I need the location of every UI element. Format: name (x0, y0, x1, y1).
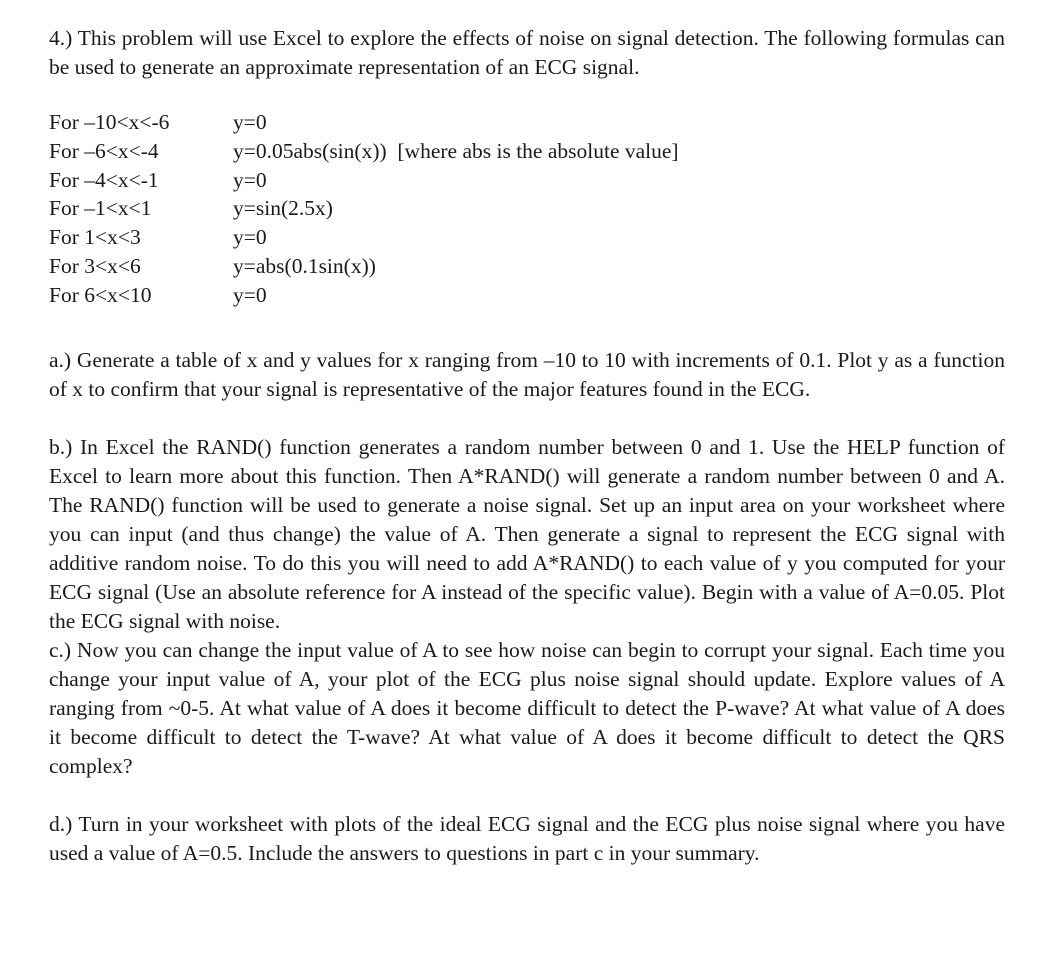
formula-table (49, 108, 679, 310)
part-c-text: c.) Now you can change the input value of A to see how noise can begin to corrupt your signal. Each time you change your input value of A, your plot of the ECG plus noise signal should update. Explore values of A ranging from ~0-5. At what value of A does it become difficult to detect the P-wave? At what value of A does it become difficult to detect the T-wave? At what value of A does it become difficult to detect the QRS complex? (49, 637, 1005, 778)
part-b-text: b.) In Excel the RAND() function generates a random number between 0 and 1. Use the HELP function of Excel to learn more about this function. Then A*RAND() will generate a random number between 0 and A. The RAND() function will be used to generate a noise signal. Set up an input area on your worksheet where you can input (and thus change) the value of A. Then generate a signal to represent the ECG signal with additive random noise. To do this you will need to add A*RAND() to each value of y you computed for your ECG signal (Use an absolute reference for A instead of the specific value). Begin with a value of A=0.05. Plot the ECG signal with noise. (49, 434, 1005, 633)
formula-range: For 1<x<3 (49, 225, 141, 250)
formula-row (49, 108, 679, 137)
formula-range: For 3<x<6 (49, 253, 141, 278)
part-d-text: d.) Turn in your worksheet with plots of the ideal ECG signal and the ECG plus noise signal where you have used a value of A=0.5. Include the answers to questions in part c in your summary. (49, 811, 1005, 865)
formula-row (49, 166, 679, 195)
formula-range: For –1<x<1 (49, 196, 152, 221)
formula-range: For –6<x<-4 (49, 138, 159, 163)
formula-expression: y=0 (233, 110, 267, 134)
formula-expression: y=0 (233, 225, 267, 250)
formula-expression: y=0 (233, 282, 267, 307)
formula-expression: y=0.05abs(sin(x)) [where abs is the absolute value] (233, 138, 679, 163)
problem-intro: 4.) This problem will use Excel to explore the effects of noise on signal detection. The following formulas can be used to generate an approximate representation of an ECG signal. (49, 26, 1005, 79)
formula-row (49, 281, 679, 310)
formula-row (49, 137, 679, 166)
part-a-text: a.) Generate a table of x and y values for x ranging from –10 to 10 with increments of 0.1. Plot y as a function of x to confirm that your signal is representative of the major features found in the ECG. (49, 347, 1005, 401)
formula-expression: y=abs(0.1sin(x)) (233, 253, 376, 278)
formula-row (49, 252, 679, 281)
formula-range: For 6<x<10 (49, 282, 152, 307)
problem-document (49, 24, 1005, 868)
formula-row (49, 223, 679, 252)
formula-expression: y=0 (233, 167, 267, 192)
formula-expression: y=sin(2.5x) (233, 196, 333, 221)
formula-row (49, 194, 679, 223)
formula-range: For –4<x<-1 (49, 167, 159, 192)
formula-range: For –10<x<-6 (49, 110, 170, 134)
